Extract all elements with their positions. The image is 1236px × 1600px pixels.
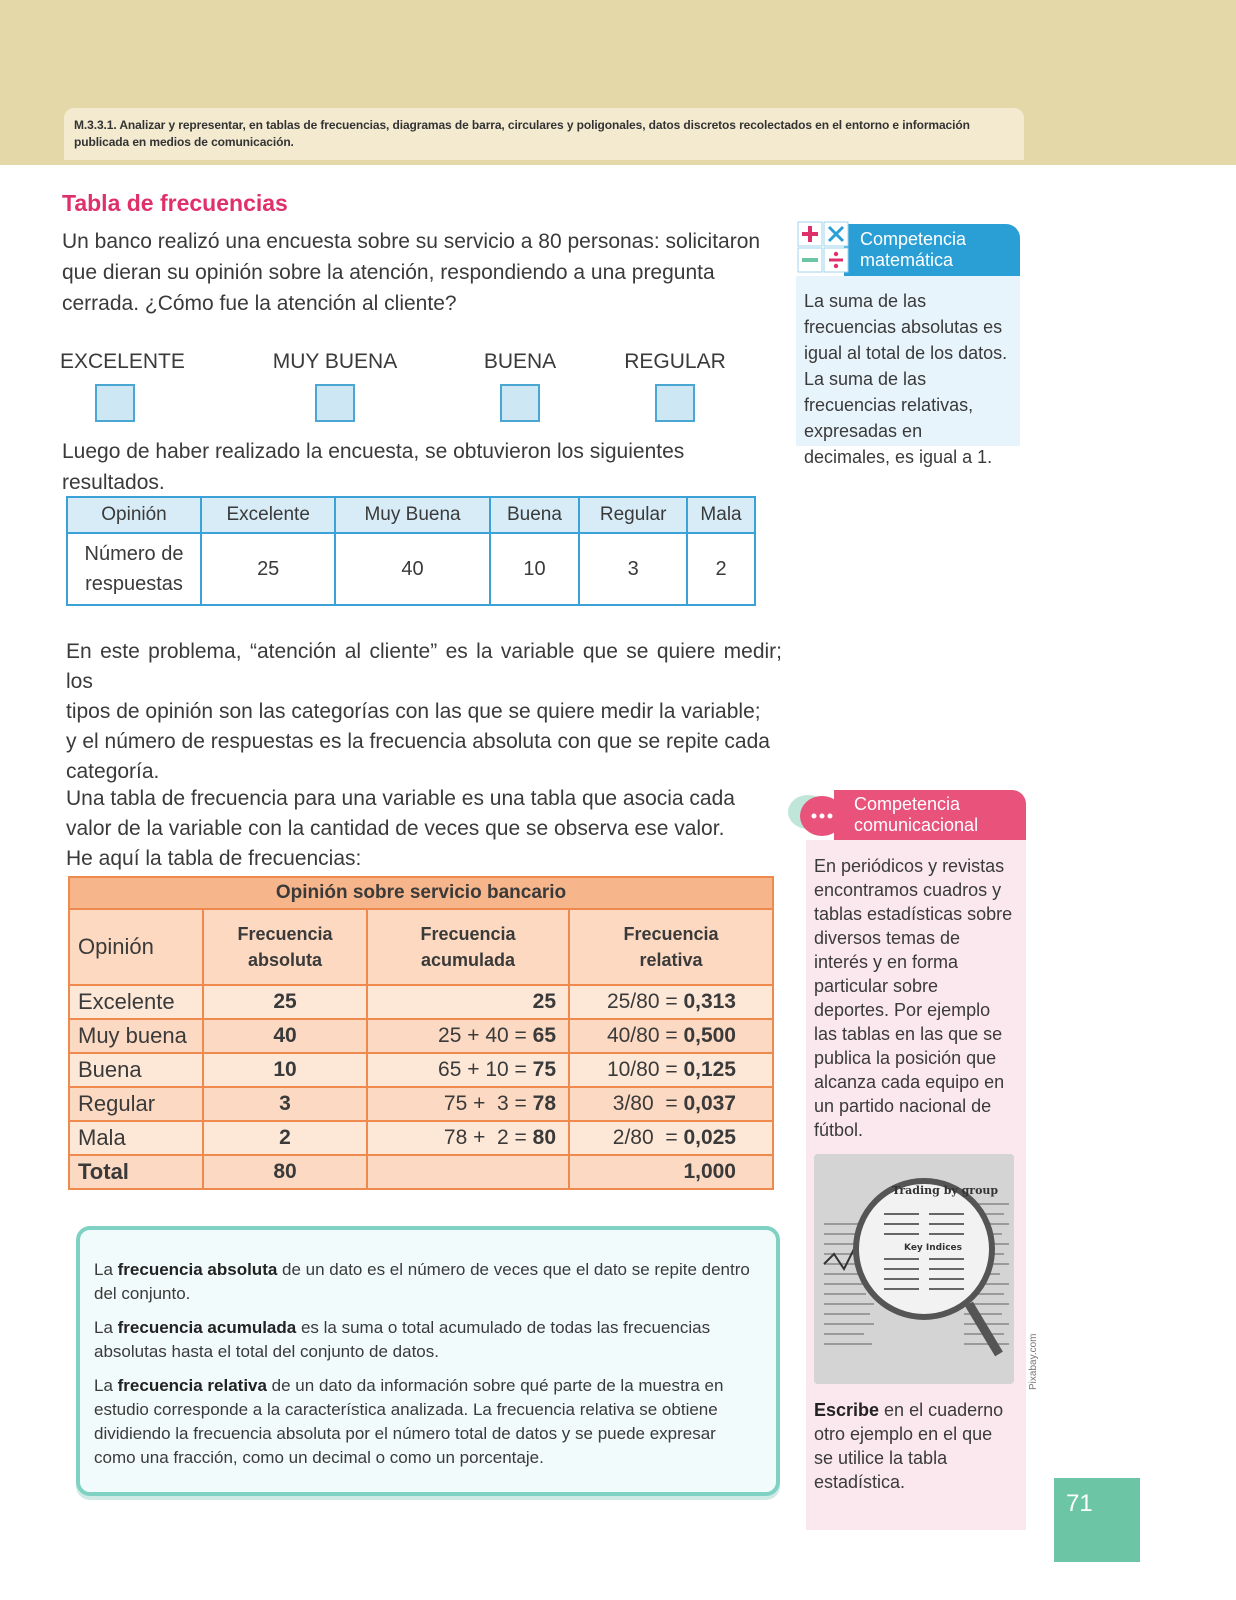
- cumulative-cell: [367, 1087, 569, 1121]
- sidebar-body: [806, 840, 1026, 1530]
- sidebar-title-line: Competencia: [854, 794, 961, 814]
- category-cell: Buena: [69, 1053, 203, 1087]
- total-row: [69, 1155, 773, 1189]
- text: de un dato da información sobre qué parte de la muestra en estudio corresponde a la característica analizada. La frecuencia relativa se obtiene dividiendo la frecuencia absoluta por el número total de datos y se puede expresar como una fracción, como un decimal o como un porcentaje.: [94, 1376, 724, 1467]
- sidebar-tab: [844, 224, 1020, 276]
- explanation-line: tipos de opinión son las categorías con las que se quiere medir la variable;: [66, 700, 761, 723]
- explanation-line: y el número de respuestas es la frecuencia absoluta con que se repite cada: [66, 730, 770, 753]
- sidebar-body: La suma de las frecuencias absolutas es igual al total de los datos. La suma de las frecuencias relativas, expresadas en decimales, es igual a 1.: [796, 276, 1020, 446]
- total-label: Total: [69, 1155, 203, 1189]
- absolute-cell: 25: [203, 985, 367, 1019]
- relative-expression: 25/80 =: [606, 990, 684, 1013]
- category-cell: Mala: [69, 1121, 203, 1155]
- relative-cell: [569, 1121, 773, 1155]
- sidebar-math-competence: [796, 224, 1020, 467]
- table-header: Muy Buena: [335, 497, 489, 533]
- header-line: Frecuencia: [420, 924, 516, 944]
- cumulative-expression: 25 + 40 =: [438, 1024, 533, 1047]
- cumulative-cell: [367, 1121, 569, 1155]
- header-line: absoluta: [247, 950, 322, 970]
- photo-credit: Pixabay.com: [1028, 1333, 1039, 1390]
- total-absolute: 80: [203, 1155, 367, 1189]
- table-row: [69, 985, 773, 1019]
- definition-absolute: [94, 1258, 752, 1306]
- relative-expression: 40/80 =: [606, 1024, 684, 1047]
- curriculum-standard: [64, 108, 1024, 160]
- cumulative-cell: [367, 985, 569, 1019]
- option-checkbox[interactable]: [500, 384, 540, 422]
- definition-cumulative: [94, 1316, 752, 1364]
- table-caption: Opinión sobre servicio bancario: [69, 877, 773, 909]
- explanation-paragraph: [66, 637, 782, 787]
- newspaper-magnifier-illustration: [814, 1154, 1014, 1384]
- absolute-cell: 2: [203, 1121, 367, 1155]
- total-cumulative: [367, 1155, 569, 1189]
- definitions-box: [76, 1226, 780, 1496]
- cumulative-expression: 78 + 2 =: [443, 1126, 533, 1149]
- table-header: Opinión: [67, 497, 201, 533]
- relative-expression: 2/80 =: [612, 1126, 684, 1149]
- total-relative: [569, 1155, 773, 1189]
- results-intro: [62, 436, 778, 498]
- definition-line: He aquí la tabla de frecuencias:: [66, 847, 362, 870]
- definition-line: Una tabla de frecuencia para una variable es una tabla que asocia cada: [66, 787, 735, 810]
- text: La: [94, 1260, 118, 1279]
- table-header: Mala: [687, 497, 755, 533]
- category-cell: Excelente: [69, 985, 203, 1019]
- absolute-cell: 3: [203, 1087, 367, 1121]
- header-line: relativa: [639, 950, 703, 970]
- photo-subcaption: Key Indices: [904, 1243, 962, 1253]
- option-label: EXCELENTE: [60, 350, 185, 373]
- option-excelente: [60, 350, 185, 422]
- math-operations-icon: [796, 218, 852, 278]
- option-label: MUY BUENA: [272, 350, 398, 373]
- option-checkbox[interactable]: [655, 384, 695, 422]
- relative-value: 0,313: [683, 990, 736, 1013]
- standard-code: M.3.3.1.: [74, 118, 117, 132]
- relative-cell: [569, 1087, 773, 1121]
- cumulative-value: 25: [532, 990, 556, 1013]
- relative-cell: [569, 1019, 773, 1053]
- text: de un dato es el número de veces que el dato se repite dentro del conjunto.: [94, 1260, 750, 1303]
- total-relative-value: 1,000: [683, 1160, 736, 1183]
- definition-line: valor de la variable con la cantidad de veces que se observa ese valor.: [66, 817, 725, 840]
- newspaper-magnifier-photo: [814, 1154, 1014, 1384]
- speech-bubble-icon: [786, 790, 846, 840]
- sidebar-header: [786, 790, 1026, 840]
- header-line: Frecuencia: [237, 924, 333, 944]
- table-cell: 40: [335, 533, 489, 605]
- definition-paragraph: [66, 784, 782, 874]
- intro-line: Un banco realizó una encuesta sobre su servicio a 80 personas: solicitaron: [62, 230, 761, 253]
- row-label-line: Número de: [84, 543, 184, 565]
- sidebar-text: En periódicos y revistas encontramos cuadros y tablas estadísticas sobre diversos temas de interés y en forma particular sobre deportes. Por ejemplo las tablas en las que se publica la posición que alcanza cada equipo en un partido nacional de fútbol.: [814, 856, 1013, 1140]
- term: frecuencia acumulada: [117, 1318, 297, 1337]
- table-row: [69, 1019, 773, 1053]
- option-muy-buena: [270, 350, 400, 422]
- row-label-line: respuestas: [85, 573, 183, 595]
- column-header-opinion: Opinión: [69, 909, 203, 985]
- text: es la suma o total acumulado de todas las frecuencias absolutas hasta el total del conjunto de datos.: [94, 1318, 711, 1361]
- category-cell: Muy buena: [69, 1019, 203, 1053]
- intro-line: que dieran su opinión sobre la atención, respondiendo a una pregunta: [62, 261, 715, 284]
- explanation-line: En este problema, “atención al cliente” es la variable que se quiere medir; los: [66, 640, 782, 693]
- intro-line: cerrada. ¿Cómo fue la atención al cliente?: [62, 292, 457, 315]
- relative-expression: 10/80 =: [606, 1058, 684, 1081]
- frequency-table: [68, 876, 774, 1190]
- table-row: [67, 533, 755, 605]
- section-title: Tabla de frecuencias: [62, 190, 288, 216]
- header-line: acumulada: [420, 950, 516, 970]
- header-line: Frecuencia: [623, 924, 719, 944]
- intro-paragraph: [62, 226, 778, 319]
- table-cell: 3: [579, 533, 687, 605]
- text: La: [94, 1318, 118, 1337]
- relative-cell: [569, 1053, 773, 1087]
- column-header-relative: [569, 909, 773, 985]
- row-label: [67, 533, 201, 605]
- results-line: resultados.: [62, 471, 165, 494]
- page-number: 71: [1054, 1478, 1140, 1562]
- table-cell: 2: [687, 533, 755, 605]
- task-term: Escribe: [814, 1400, 880, 1420]
- option-checkbox[interactable]: [95, 384, 135, 422]
- sidebar-title-line: comunicacional: [854, 815, 979, 835]
- cumulative-cell: [367, 1053, 569, 1087]
- table-row: [69, 1087, 773, 1121]
- sidebar-task: [814, 1398, 1016, 1494]
- relative-value: 0,037: [683, 1092, 736, 1115]
- table-cell: 25: [201, 533, 335, 605]
- sidebar-title-line: Competencia: [860, 229, 967, 249]
- option-label: BUENA: [483, 350, 557, 373]
- sidebar-communication-competence: [786, 790, 1026, 1530]
- sidebar-title-line: matemática: [860, 250, 954, 270]
- category-cell: Regular: [69, 1087, 203, 1121]
- sidebar-tab: [834, 790, 1026, 840]
- term: frecuencia relativa: [117, 1376, 267, 1395]
- table-row: [69, 1121, 773, 1155]
- responses-table: [66, 496, 756, 606]
- table-header: Buena: [490, 497, 580, 533]
- explanation-line: categoría.: [66, 760, 160, 783]
- option-label: REGULAR: [624, 350, 726, 373]
- relative-value: 0,500: [683, 1024, 736, 1047]
- sidebar-header: [796, 224, 1020, 276]
- relative-cell: [569, 985, 773, 1019]
- text: La: [94, 1376, 118, 1395]
- cumulative-cell: [367, 1019, 569, 1053]
- column-header-cumulative: [367, 909, 569, 985]
- cumulative-value: 78: [532, 1092, 556, 1115]
- standard-text: Analizar y representar, en tablas de frecuencias, diagramas de barra, circulares y poligonales, datos discretos recolectados en el entorno e información publicada en medios de comunicación.: [74, 118, 970, 149]
- cumulative-expression: 75 + 3 =: [443, 1092, 533, 1115]
- table-cell: 10: [490, 533, 580, 605]
- cumulative-value: 75: [532, 1058, 556, 1081]
- absolute-cell: 10: [203, 1053, 367, 1087]
- option-checkbox[interactable]: [315, 384, 355, 422]
- table-header: Excelente: [201, 497, 335, 533]
- relative-value: 0,125: [683, 1058, 736, 1081]
- relative-value: 0,025: [683, 1126, 736, 1149]
- table-row: [69, 1053, 773, 1087]
- table-header: Regular: [579, 497, 687, 533]
- absolute-cell: 40: [203, 1019, 367, 1053]
- definition-relative: [94, 1374, 752, 1470]
- results-line: Luego de haber realizado la encuesta, se obtuvieron los siguientes: [62, 440, 685, 463]
- option-regular: [620, 350, 730, 422]
- term: frecuencia absoluta: [117, 1260, 278, 1279]
- relative-expression: 3/80 =: [612, 1092, 684, 1115]
- task-text: en el cuaderno otro ejemplo en el que se utilice la tabla estadística.: [814, 1400, 1004, 1492]
- option-buena: [480, 350, 560, 422]
- cumulative-value: 65: [532, 1024, 556, 1047]
- photo-caption: Trading by group: [892, 1184, 999, 1197]
- column-header-absolute: [203, 909, 367, 985]
- cumulative-expression: 65 + 10 =: [438, 1058, 533, 1081]
- cumulative-value: 80: [532, 1126, 556, 1149]
